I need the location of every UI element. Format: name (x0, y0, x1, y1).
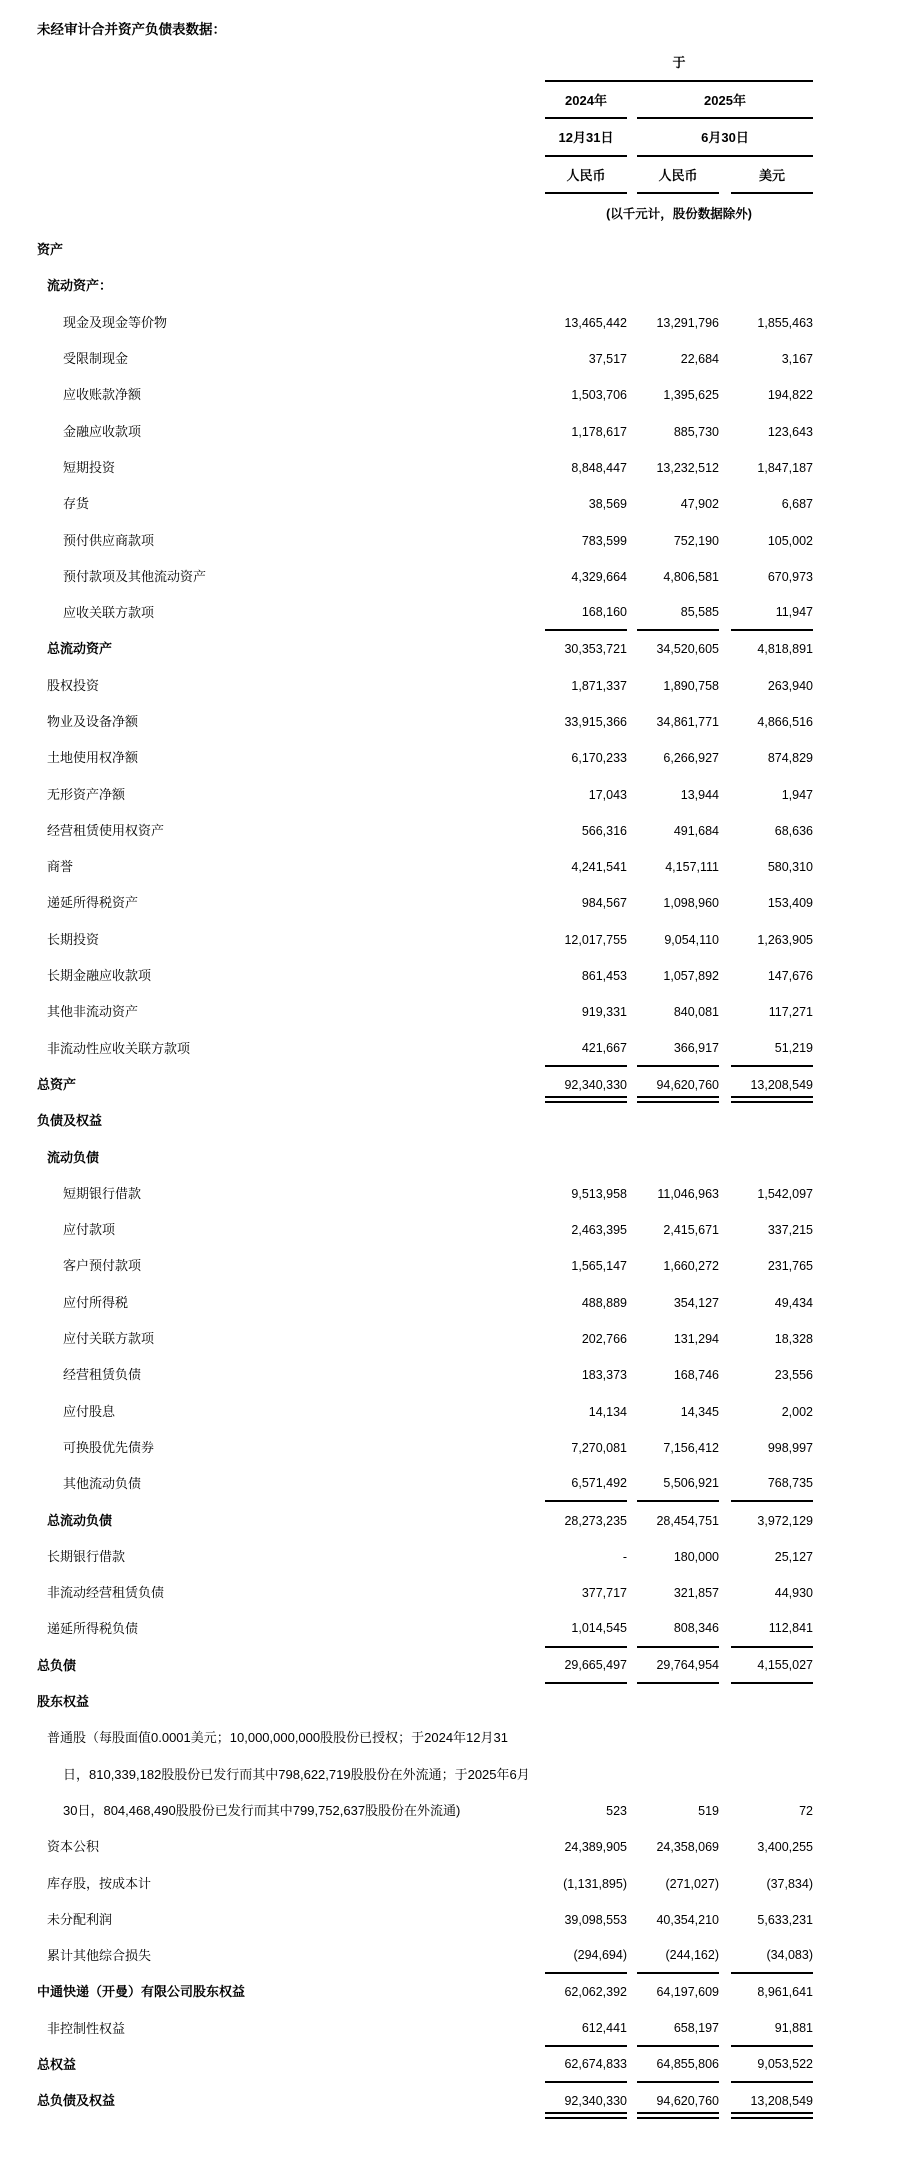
value-cell: 62,674,833 (545, 2047, 627, 2083)
table-row (0, 413, 904, 449)
value-cell: 8,848,447 (571, 460, 627, 475)
value-cell: 7,156,412 (663, 1440, 719, 1455)
value-cell: 752,190 (673, 533, 719, 548)
row-label-line: 日，810,339,182股股份已发行而其中798,622,719股股份在外流通；于2025年6月 (63, 1766, 530, 1782)
value-cell: 874,829 (767, 751, 813, 766)
row-label: 商誉 (47, 859, 74, 875)
table-row (0, 1865, 904, 1901)
table-row (0, 1103, 904, 1139)
value-cell (637, 232, 719, 268)
row-label: 负债及权益 (37, 1113, 103, 1129)
currency-usd-header: 美元 (731, 157, 813, 195)
value-cell: 92,340,330 (545, 1067, 627, 1103)
value-cell: 33,915,366 (564, 715, 627, 729)
row-label: 流动负债 (47, 1149, 100, 1165)
value-cell: 85,585 (637, 595, 719, 631)
value-cell: 421,667 (545, 1031, 627, 1067)
value-cell (545, 1684, 627, 1720)
as-of-label: 于 (545, 44, 813, 82)
row-label: 预付供应商款项 (63, 532, 155, 548)
value-cell: 123,643 (767, 424, 813, 439)
row-label: 流动资产： (47, 278, 113, 294)
value-cell: 2,463,395 (571, 1223, 627, 1238)
value-cell: 808,346 (637, 1611, 719, 1647)
value-cell: 377,717 (581, 1586, 627, 1601)
value-cell: 23,556 (774, 1368, 813, 1383)
value-cell: 491,684 (673, 823, 719, 838)
table-row (0, 668, 904, 704)
value-cell: 4,329,664 (571, 569, 627, 584)
value-cell: 112,841 (731, 1611, 813, 1647)
balance-sheet-page (0, 22, 904, 2178)
row-label: 累计其他综合损失 (47, 1948, 152, 1964)
value-cell: 202,766 (581, 1332, 627, 1347)
value-cell: 1,178,617 (571, 424, 627, 439)
value-cell: 566,316 (581, 823, 627, 838)
value-cell: 9,053,522 (731, 2047, 813, 2083)
value-cell: 321,857 (673, 1586, 719, 1601)
value-cell: 13,208,549 (731, 2083, 813, 2119)
value-cell: 7,270,081 (571, 1440, 627, 1455)
header-row-dates (0, 119, 904, 157)
row-label: 总流动负债 (47, 1512, 113, 1528)
row-label: 客户预付款项 (63, 1258, 142, 1274)
value-cell: 6,170,233 (571, 751, 627, 766)
value-cell: 2,002 (781, 1404, 813, 1419)
table-row (0, 268, 904, 304)
row-label: 总资产 (37, 1076, 77, 1092)
table-row (0, 1067, 904, 1103)
balance-sheet-table (0, 232, 904, 2119)
row-label: 非控制性权益 (47, 2020, 126, 2036)
value-cell (731, 268, 813, 304)
currency-rmb-2025-header: 人民币 (637, 157, 719, 195)
table-row (0, 1648, 904, 1684)
value-cell: 17,043 (588, 787, 627, 802)
row-label: 物业及设备净额 (47, 714, 139, 729)
value-cell: 117,271 (768, 1005, 813, 1020)
value-cell: 30,353,721 (564, 642, 627, 657)
value-cell: 1,503,706 (571, 388, 627, 403)
page-title: 未经审计合并资产负债表数据： (37, 22, 226, 37)
row-label: 应收账款净额 (63, 387, 142, 403)
value-cell (545, 1139, 627, 1175)
value-cell: 153,409 (767, 896, 813, 911)
value-cell: (271,027) (665, 1876, 719, 1891)
table-row (0, 1938, 904, 1974)
value-cell (637, 1139, 719, 1175)
value-cell: 29,665,497 (545, 1648, 627, 1684)
value-cell: 1,847,187 (757, 460, 813, 475)
value-cell: 1,890,758 (663, 678, 719, 693)
table-row (0, 1539, 904, 1575)
value-cell: 998,997 (767, 1440, 813, 1455)
value-cell: 6,571,492 (545, 1466, 627, 1502)
row-label: 股权投资 (47, 677, 100, 693)
value-cell: 1,947 (781, 787, 813, 802)
row-label: 递延所得税负债 (47, 1621, 139, 1637)
table-row (0, 1502, 904, 1538)
value-cell (731, 1139, 813, 1175)
row-label: 中通快递（开曼）有限公司股东权益 (37, 1984, 246, 2000)
value-cell: 40,354,210 (656, 1912, 719, 1927)
value-cell: 919,331 (581, 1005, 627, 1020)
value-cell (637, 1103, 719, 1139)
value-cell: 366,917 (637, 1031, 719, 1067)
row-label: 总负债 (37, 1657, 77, 1673)
value-cell: 6,687 (781, 497, 813, 512)
row-label: 未分配利润 (47, 1911, 113, 1927)
row-label: 应收关联方款项 (63, 605, 155, 621)
value-cell: 4,241,541 (571, 860, 627, 875)
value-cell: 39,098,553 (564, 1912, 627, 1927)
row-label: 递延所得税资产 (47, 895, 139, 911)
value-cell: 519 (698, 1803, 719, 1818)
value-cell: 1,263,905 (757, 932, 813, 947)
row-label: 应付款项 (63, 1222, 116, 1238)
value-cell: 91,881 (731, 2011, 813, 2047)
header-row-as-of (0, 44, 904, 82)
value-cell: 984,567 (581, 896, 627, 911)
value-cell: 64,197,609 (656, 1985, 719, 2000)
value-cell: 337,215 (767, 1223, 813, 1238)
value-cell: 1,542,097 (757, 1186, 813, 1201)
value-cell: 183,373 (581, 1368, 627, 1383)
row-label: 其他流动负债 (63, 1476, 142, 1492)
value-cell: 612,441 (545, 2011, 627, 2047)
value-cell: 147,676 (767, 969, 813, 984)
value-cell: 13,291,796 (656, 315, 719, 330)
value-cell: 9,054,110 (664, 932, 719, 947)
value-cell: 24,358,069 (656, 1840, 719, 1855)
value-cell: 861,453 (581, 969, 627, 984)
table-header (0, 44, 904, 232)
value-cell: 1,660,272 (663, 1259, 719, 1274)
value-cell: 1,014,545 (545, 1611, 627, 1647)
value-cell: (37,834) (766, 1876, 813, 1891)
table-row (0, 1611, 904, 1647)
value-cell: 1,395,625 (663, 388, 719, 403)
row-label: 经营租赁使用权资产 (47, 822, 165, 838)
row-label: 总负债及权益 (37, 2093, 116, 2109)
table-row (0, 486, 904, 522)
value-cell (545, 232, 627, 268)
value-cell: 670,973 (767, 569, 813, 584)
value-cell: 4,155,027 (731, 1648, 813, 1684)
row-label: 应付所得税 (63, 1294, 129, 1310)
table-row (0, 232, 904, 268)
value-cell: 6,266,927 (663, 751, 719, 766)
value-cell: (1,131,895) (563, 1876, 627, 1891)
table-row (0, 1394, 904, 1430)
row-label: 股东权益 (37, 1694, 90, 1710)
value-cell: 25,127 (774, 1549, 813, 1564)
table-row (0, 1829, 904, 1865)
row-label: 总流动资产 (47, 641, 113, 657)
value-cell: - (622, 1549, 627, 1564)
table-row (0, 1430, 904, 1466)
row-label: 土地使用权净额 (47, 750, 139, 766)
value-cell: 24,389,905 (564, 1840, 627, 1855)
value-cell: (294,694) (545, 1938, 627, 1974)
table-row (0, 522, 904, 558)
table-row (0, 595, 904, 631)
value-cell: 523 (606, 1803, 627, 1818)
value-cell: 1,565,147 (571, 1259, 627, 1274)
value-cell: 14,134 (588, 1404, 627, 1419)
row-label: 资本公积 (47, 1839, 100, 1855)
value-cell: 28,454,751 (656, 1513, 719, 1528)
row-label: 短期银行借款 (63, 1185, 142, 1201)
value-cell: 13,232,512 (656, 460, 719, 475)
table-row (0, 704, 904, 740)
value-cell: 885,730 (673, 424, 719, 439)
row-label: 存货 (63, 496, 90, 512)
value-cell: 11,947 (731, 595, 813, 631)
table-row (0, 341, 904, 377)
value-cell: 44,930 (774, 1586, 813, 1601)
value-cell: 354,127 (673, 1295, 719, 1310)
header-row-years (0, 82, 904, 120)
value-cell: 18,328 (774, 1332, 813, 1347)
date-jun30-header: 6月30日 (637, 119, 813, 157)
table-row (0, 2083, 904, 2119)
table-row (0, 776, 904, 812)
value-cell (637, 1684, 719, 1720)
value-cell: 580,310 (767, 860, 813, 875)
value-cell: 4,806,581 (663, 569, 719, 584)
value-cell: 13,465,442 (564, 315, 627, 330)
table-row (0, 1139, 904, 1175)
row-label: 短期投资 (63, 459, 116, 475)
value-cell: 11,046,963 (657, 1186, 719, 1201)
year-2024-header: 2024年 (545, 82, 627, 120)
value-cell: 37,517 (588, 352, 627, 367)
value-cell: (244,162) (637, 1938, 719, 1974)
value-cell: 194,822 (767, 388, 813, 403)
value-cell: 5,633,231 (757, 1912, 813, 1927)
year-2025-header: 2025年 (637, 82, 813, 120)
currency-rmb-2024-header: 人民币 (545, 157, 627, 195)
value-cell: 9,513,958 (571, 1186, 627, 1201)
value-cell: 105,002 (767, 533, 813, 548)
row-label-line: 普通股（每股面值0.0001美元；10,000,000,000股股份已授权；于2024年12月31 (47, 1730, 508, 1746)
date-dec31-header: 12月31日 (545, 119, 627, 157)
table-row (0, 849, 904, 885)
value-cell: 168,746 (673, 1368, 719, 1383)
value-cell (545, 268, 627, 304)
row-label (0, 1720, 545, 1829)
table-row (0, 305, 904, 341)
value-cell (545, 1103, 627, 1139)
table-row (0, 740, 904, 776)
value-cell: 4,818,891 (757, 642, 813, 657)
row-label: 可换股优先债券 (63, 1439, 155, 1455)
value-cell: 1,855,463 (757, 315, 813, 330)
value-cell: 783,599 (581, 533, 627, 548)
value-cell: 22,684 (680, 352, 719, 367)
value-cell: 51,219 (731, 1031, 813, 1067)
value-cell: 231,765 (767, 1259, 813, 1274)
row-label: 长期金融应收款项 (47, 968, 152, 984)
table-row (0, 2011, 904, 2047)
header-row-currencies (0, 157, 904, 195)
value-cell: 5,506,921 (637, 1466, 719, 1502)
table-row (0, 958, 904, 994)
value-cell: 1,098,960 (663, 896, 719, 911)
value-cell: 3,400,255 (757, 1840, 813, 1855)
value-cell (731, 232, 813, 268)
row-label: 长期银行借款 (47, 1548, 126, 1564)
unit-note: (以千元计，股份数据除外) (606, 207, 752, 221)
value-cell: 64,855,806 (637, 2047, 719, 2083)
row-label: 经营租赁负债 (63, 1367, 142, 1383)
table-row (0, 2047, 904, 2083)
value-cell: 72 (799, 1803, 813, 1818)
value-cell: 94,620,760 (637, 2083, 719, 2119)
value-cell: 34,861,771 (656, 715, 719, 729)
value-cell: 180,000 (673, 1549, 719, 1564)
table-row (0, 1974, 904, 2010)
value-cell: 12,017,755 (564, 932, 627, 947)
row-label: 受限制现金 (63, 351, 129, 367)
value-cell (637, 268, 719, 304)
table-row (0, 1466, 904, 1502)
value-cell: 3,167 (781, 352, 813, 367)
row-label: 应付股息 (63, 1403, 116, 1419)
table-row (0, 559, 904, 595)
table-row (0, 1176, 904, 1212)
value-cell: 488,889 (581, 1295, 627, 1310)
table-row (0, 450, 904, 486)
value-cell (731, 1103, 813, 1139)
row-label: 非流动经营租赁负债 (47, 1585, 165, 1601)
table-row (0, 1720, 904, 1829)
table-row (0, 1575, 904, 1611)
value-cell: 4,866,516 (757, 715, 813, 729)
table-row (0, 1285, 904, 1321)
row-label: 总权益 (37, 2056, 77, 2072)
value-cell: 13,208,549 (731, 1067, 813, 1103)
row-label: 库存股，按成本计 (47, 1875, 152, 1891)
table-row (0, 1902, 904, 1938)
row-label: 预付款项及其他流动资产 (63, 568, 207, 584)
table-row (0, 1212, 904, 1248)
value-cell: 92,340,330 (545, 2083, 627, 2119)
value-cell (731, 1684, 813, 1720)
table-row (0, 813, 904, 849)
value-cell: 263,940 (767, 678, 813, 693)
row-label: 非流动性应收关联方款项 (47, 1040, 191, 1056)
value-cell: 62,062,392 (564, 1985, 627, 2000)
value-cell: 1,871,337 (571, 678, 627, 693)
header-row-unit-note (0, 194, 904, 232)
value-cell: 13,944 (680, 787, 719, 802)
value-cell: 47,902 (680, 497, 719, 512)
value-cell: 658,197 (637, 2011, 719, 2047)
row-label: 长期投资 (47, 931, 100, 947)
table-row (0, 885, 904, 921)
row-label-line: 30日，804,468,490股股份已发行而其中799,752,637股股份在外流通) (63, 1802, 461, 1818)
table-row (0, 922, 904, 958)
value-cell: 131,294 (673, 1332, 719, 1347)
value-cell: 49,434 (774, 1295, 813, 1310)
table-row (0, 994, 904, 1030)
row-label: 其他非流动资产 (47, 1004, 139, 1020)
table-row (0, 377, 904, 413)
value-cell: 4,157,111 (665, 860, 719, 875)
table-row (0, 1248, 904, 1284)
value-cell: 28,273,235 (564, 1513, 627, 1528)
table-row (0, 1357, 904, 1393)
value-cell: 168,160 (545, 595, 627, 631)
row-label: 应付关联方款项 (63, 1331, 155, 1347)
table-row (0, 631, 904, 667)
value-cell: 3,972,129 (757, 1513, 813, 1528)
table-row (0, 1684, 904, 1720)
row-label: 无形资产净额 (47, 786, 126, 802)
value-cell: 840,081 (673, 1005, 719, 1020)
value-cell: 2,415,671 (663, 1223, 719, 1238)
value-cell: 1,057,892 (663, 969, 719, 984)
row-label: 现金及现金等价物 (63, 314, 168, 330)
table-row (0, 1031, 904, 1067)
value-cell: (34,083) (731, 1938, 813, 1974)
value-cell: 768,735 (731, 1466, 813, 1502)
value-cell: 29,764,954 (637, 1648, 719, 1684)
value-cell: 38,569 (588, 497, 627, 512)
value-cell: 14,345 (680, 1404, 719, 1419)
value-cell: 94,620,760 (637, 1067, 719, 1103)
table-row (0, 1321, 904, 1357)
value-cell: 34,520,605 (656, 642, 719, 657)
row-label: 金融应收款项 (63, 423, 142, 439)
value-cell: 68,636 (774, 823, 813, 838)
value-cell: 8,961,641 (757, 1985, 813, 2000)
row-label: 资产 (37, 242, 64, 258)
